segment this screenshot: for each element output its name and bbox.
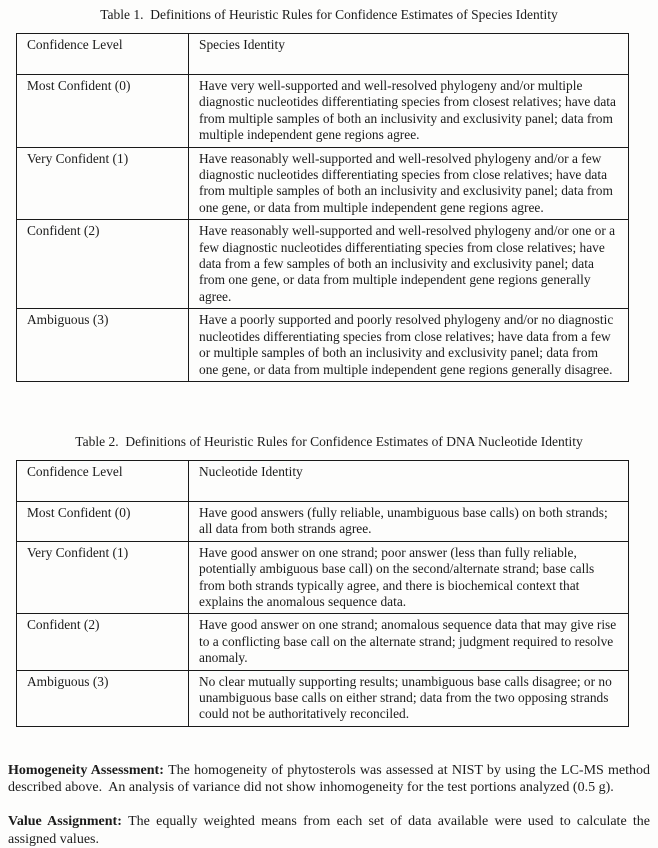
paragraph-label: Value Assignment: bbox=[8, 814, 122, 830]
confidence-level-cell: Most Confident (0) bbox=[17, 501, 189, 541]
paragraph-label: Homogeneity Assessment: bbox=[8, 762, 164, 778]
confidence-level-cell: Ambiguous (3) bbox=[17, 309, 189, 382]
table-row bbox=[17, 614, 629, 670]
table-row bbox=[17, 501, 629, 541]
definition-cell: Have good answers (fully reliable, unambiguous base calls) on both strands; all data from both strands agree. bbox=[189, 501, 629, 541]
table-row bbox=[17, 220, 629, 309]
confidence-level-cell: Confident (2) bbox=[17, 614, 189, 670]
table-row bbox=[17, 75, 629, 148]
table-header-row bbox=[17, 34, 629, 75]
table-row bbox=[17, 147, 629, 220]
confidence-level-cell: Very Confident (1) bbox=[17, 541, 189, 614]
column-header-confidence-level: Confidence Level bbox=[17, 34, 189, 75]
column-header-confidence-level: Confidence Level bbox=[17, 460, 189, 501]
definition-cell: Have reasonably well-supported and well-resolved phylogeny and/or one or a few diagnostic nucleotides differentiating species from close relatives; have data from a few samples of both an inclusivity and exclusivity panel; data from one gene, or data from multiple independent gene regions generally agree. bbox=[189, 220, 629, 309]
definition-cell: Have good answer on one strand; poor answer (less than fully reliable, potentially ambiguous base call) on the second/alternate strand; base calls from both strands typically agree, and there is biochemical context that explains the anomalous sequence data. bbox=[189, 541, 629, 614]
confidence-level-cell: Very Confident (1) bbox=[17, 147, 189, 220]
definition-cell: No clear mutually supporting results; unambiguous base calls disagree; or no unambiguous base calls on either strand; data from the two opposing strands could not be authoritatively reconciled. bbox=[189, 670, 629, 726]
paragraph-text: The homogeneity of phytosterols was assessed at NIST by using the LC-MS method described above. An analysis of variance did not show inhomogeneity for the test portions analyzed (0.5 g). bbox=[8, 762, 654, 796]
homogeneity-assessment-paragraph bbox=[8, 762, 654, 797]
paragraph-text: The equally weighted means from each set of data available were used to calculate the assigned values. bbox=[8, 814, 654, 847]
table-row bbox=[17, 309, 629, 382]
definition-cell: Have very well-supported and well-resolved phylogeny and/or multiple diagnostic nucleotides differentiating species from closest relatives; have data from multiple samples of both an inclusivity and exclusivity panel; data from multiple independent gene regions agree. bbox=[189, 75, 629, 148]
table-1-title: Table 1. Definitions of Heuristic Rules for Confidence Estimates of Species Identity bbox=[100, 7, 558, 22]
table-1-species-identity-rules bbox=[16, 33, 629, 382]
definition-cell: Have a poorly supported and poorly resolved phylogeny and/or no diagnostic nucleotides differentiating species from close relatives; have data from a few or multiple samples of both an inclusivity and exclusivity panel; data from one gene, or data from multiple independent gene regions generally disagree. bbox=[189, 309, 629, 382]
table-row bbox=[17, 541, 629, 614]
table-row bbox=[17, 670, 629, 726]
value-assignment-paragraph bbox=[8, 813, 654, 848]
confidence-level-cell: Most Confident (0) bbox=[17, 75, 189, 148]
table-2-nucleotide-identity-rules bbox=[16, 460, 629, 727]
table-2-title: Table 2. Definitions of Heuristic Rules for Confidence Estimates of DNA Nucleotide Identity bbox=[75, 433, 583, 449]
confidence-level-cell: Ambiguous (3) bbox=[17, 670, 189, 726]
definition-cell: Have good answer on one strand; anomalous sequence data that may give rise to a conflicting base call on the alternate strand; judgment required to resolve anomaly. bbox=[189, 614, 629, 670]
table-header-row bbox=[17, 460, 629, 501]
column-header-species-identity: Species Identity bbox=[189, 34, 629, 75]
confidence-level-cell: Confident (2) bbox=[17, 220, 189, 309]
definition-cell: Have reasonably well-supported and well-resolved phylogeny and/or a few diagnostic nucleotides differentiating species from close relatives; have data from multiple samples of both an inclusivity and exclusivity panel; data from one gene, or data from multiple independent gene regions agree. bbox=[189, 147, 629, 220]
column-header-nucleotide-identity: Nucleotide Identity bbox=[189, 460, 629, 501]
